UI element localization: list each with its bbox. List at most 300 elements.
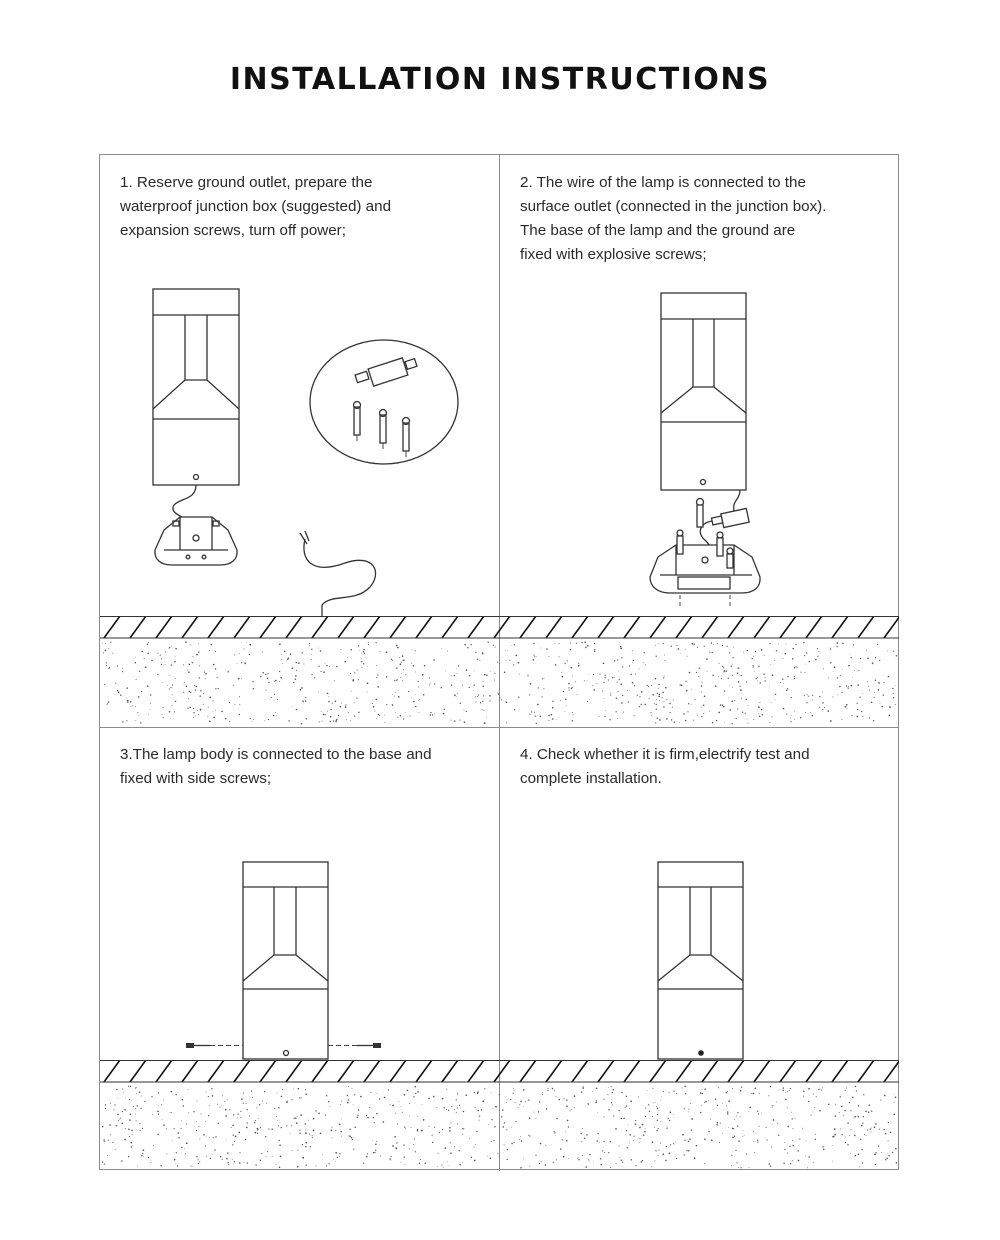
soil-speck — [295, 1117, 297, 1119]
soil-speck — [822, 702, 823, 703]
soil-speck — [413, 1144, 414, 1145]
soil-speck — [193, 717, 194, 718]
soil-speck — [139, 1123, 140, 1124]
soil-speck — [475, 696, 476, 697]
soil-speck — [520, 1101, 522, 1103]
soil-speck — [718, 712, 720, 714]
soil-speck — [199, 677, 200, 678]
soil-speck — [460, 1108, 461, 1109]
soil-speck — [858, 670, 859, 671]
soil-speck — [629, 1134, 631, 1136]
soil-speck — [568, 683, 570, 685]
soil-speck — [727, 646, 728, 647]
soil-speck — [203, 693, 204, 694]
soil-speck — [409, 1116, 410, 1117]
step-3-text: 3.The lamp body is connected to the base and fixed with side screws; — [120, 746, 432, 787]
soil-speck — [459, 1105, 460, 1106]
soil-speck — [853, 644, 854, 645]
soil-speck — [745, 713, 746, 714]
soil-speck — [856, 703, 857, 704]
soil-speck — [239, 714, 240, 715]
soil-speck — [729, 685, 730, 686]
soil-speck — [106, 665, 107, 666]
soil-speck — [292, 706, 293, 707]
soil-speck — [169, 647, 170, 648]
soil-speck — [626, 1130, 627, 1131]
soil-speck — [268, 1128, 269, 1129]
soil-speck — [823, 1149, 825, 1151]
soil-speck — [187, 670, 188, 671]
soil-speck — [188, 1089, 189, 1090]
soil-speck — [145, 666, 147, 668]
soil-speck — [396, 1142, 397, 1143]
soil-speck — [497, 1153, 498, 1154]
soil-speck — [689, 672, 691, 674]
soil-speck — [534, 712, 535, 713]
soil-speck — [895, 704, 896, 705]
soil-speck — [486, 717, 487, 718]
soil-speck — [599, 716, 600, 717]
soil-speck — [872, 662, 874, 664]
soil-speck — [669, 712, 670, 713]
soil-speck — [354, 715, 355, 716]
soil-speck — [623, 1118, 624, 1119]
soil-speck — [881, 1152, 882, 1153]
soil-speck — [748, 705, 749, 706]
soil-speck — [171, 1112, 172, 1113]
soil-speck — [593, 1163, 594, 1164]
soil-speck — [673, 1143, 674, 1144]
soil-speck — [836, 646, 837, 647]
soil-speck — [115, 683, 116, 684]
soil-speck — [275, 680, 277, 682]
soil-speck — [333, 1159, 334, 1160]
soil-speck — [318, 648, 319, 649]
soil-speck — [464, 710, 465, 711]
soil-speck — [680, 684, 681, 685]
soil-speck — [655, 1102, 656, 1103]
soil-speck — [120, 694, 122, 696]
soil-speck — [330, 1130, 332, 1132]
soil-speck — [485, 723, 486, 724]
soil-speck — [660, 1121, 661, 1122]
soil-speck — [735, 718, 736, 719]
soil-speck — [828, 1104, 830, 1106]
soil-speck — [815, 1134, 816, 1135]
soil-speck — [531, 711, 532, 712]
soil-speck — [669, 703, 671, 705]
soil-speck — [429, 685, 430, 686]
soil-speck — [296, 670, 297, 671]
soil-speck — [797, 667, 798, 668]
soil-speck — [473, 690, 474, 691]
soil-speck — [570, 649, 571, 650]
soil-speck — [670, 1111, 672, 1113]
soil-speck — [347, 1095, 349, 1097]
soil-speck — [658, 1155, 659, 1156]
soil-speck — [736, 1162, 737, 1163]
soil-speck — [765, 681, 766, 682]
soil-speck — [257, 1128, 259, 1130]
soil-speck — [543, 688, 544, 689]
soil-speck — [227, 1162, 228, 1163]
soil-speck — [798, 1160, 800, 1162]
soil-speck — [323, 714, 325, 716]
soil-speck — [794, 676, 795, 677]
soil-speck — [804, 655, 805, 656]
soil-speck — [280, 677, 282, 679]
soil-speck — [336, 666, 337, 667]
soil-speck — [275, 1164, 276, 1165]
soil-speck — [621, 1092, 622, 1093]
soil-speck — [571, 1109, 572, 1110]
soil-speck — [635, 673, 636, 674]
soil-speck — [251, 1091, 252, 1092]
soil-speck — [108, 668, 109, 669]
soil-speck — [142, 1128, 143, 1129]
soil-speck — [450, 1122, 451, 1123]
soil-speck — [691, 1129, 692, 1130]
soil-speck — [118, 1098, 119, 1099]
soil-speck — [305, 1130, 306, 1131]
soil-speck — [539, 1163, 540, 1164]
soil-speck — [309, 646, 310, 647]
soil-speck — [466, 711, 467, 712]
soil-speck — [604, 698, 605, 699]
soil-speck — [244, 662, 246, 664]
soil-speck — [340, 706, 341, 707]
soil-speck — [769, 722, 770, 723]
soil-speck — [464, 721, 466, 723]
soil-speck — [294, 1118, 295, 1119]
soil-speck — [358, 712, 359, 713]
soil-speck — [374, 1122, 375, 1123]
soil-speck — [729, 652, 730, 653]
soil-speck — [723, 706, 725, 708]
soil-speck — [588, 1159, 589, 1160]
soil-speck — [697, 715, 698, 716]
soil-speck — [201, 1113, 202, 1114]
lamp-body-drawing — [153, 289, 239, 485]
soil-speck — [305, 1089, 306, 1090]
soil-speck — [661, 1100, 662, 1101]
soil-speck — [822, 692, 823, 693]
soil-speck — [209, 1105, 210, 1106]
soil-speck — [800, 672, 801, 673]
soil-speck — [514, 1142, 515, 1143]
soil-speck — [105, 1104, 106, 1105]
soil-speck — [110, 1134, 111, 1135]
soil-speck — [175, 701, 176, 702]
soil-speck — [623, 712, 624, 713]
soil-speck — [561, 672, 562, 673]
soil-speck — [193, 1111, 194, 1112]
soil-speck — [810, 712, 811, 713]
soil-speck — [400, 1106, 401, 1107]
soil-speck — [746, 699, 747, 700]
soil-speck — [347, 1102, 349, 1104]
soil-speck — [501, 1116, 503, 1118]
soil-speck — [229, 721, 230, 722]
soil-speck — [295, 678, 297, 680]
soil-speck — [117, 1114, 119, 1116]
soil-speck — [832, 1161, 833, 1162]
soil-speck — [451, 685, 452, 686]
soil-speck — [272, 1156, 273, 1157]
soil-speck — [206, 1156, 207, 1157]
soil-speck — [652, 1088, 653, 1089]
soil-speck — [572, 687, 573, 688]
soil-speck — [208, 1115, 209, 1116]
soil-speck — [823, 668, 824, 669]
soil-speck — [150, 1162, 151, 1163]
soil-speck — [188, 671, 190, 673]
soil-speck — [681, 685, 683, 687]
soil-speck — [279, 1167, 281, 1169]
soil-speck — [305, 697, 306, 698]
soil-speck — [397, 647, 399, 649]
soil-speck — [140, 1108, 141, 1109]
soil-speck — [626, 1096, 627, 1097]
soil-speck — [188, 664, 190, 666]
soil-speck — [399, 657, 400, 658]
soil-speck — [895, 1148, 897, 1150]
soil-speck — [503, 1126, 505, 1128]
soil-speck — [854, 1116, 856, 1118]
soil-speck — [667, 1126, 668, 1127]
soil-speck — [282, 1089, 283, 1090]
soil-speck — [658, 684, 660, 686]
soil-speck — [482, 709, 483, 710]
soil-speck — [644, 704, 646, 706]
soil-speck — [686, 690, 688, 692]
soil-speck — [850, 1153, 851, 1154]
soil-speck — [642, 1124, 644, 1126]
soil-speck — [225, 1140, 226, 1141]
soil-speck — [807, 694, 808, 695]
soil-speck — [377, 674, 378, 675]
soil-speck — [855, 1086, 857, 1088]
soil-speck — [327, 692, 329, 694]
soil-speck — [804, 695, 805, 696]
soil-speck — [819, 707, 820, 708]
soil-speck — [738, 1140, 740, 1142]
soil-speck — [855, 1155, 856, 1156]
soil-speck — [789, 1146, 790, 1147]
soil-speck — [388, 1089, 389, 1090]
soil-speck — [363, 649, 365, 651]
soil-speck — [713, 644, 714, 645]
soil-speck — [313, 1130, 315, 1132]
soil-speck — [350, 673, 351, 674]
soil-speck — [457, 1123, 458, 1124]
soil-speck — [642, 1160, 643, 1161]
soil-speck — [722, 666, 723, 667]
soil-speck — [118, 691, 120, 693]
soil-speck — [696, 672, 697, 673]
soil-speck — [808, 696, 809, 697]
soil-speck — [252, 1097, 253, 1098]
soil-speck — [240, 1111, 241, 1112]
soil-speck — [843, 1128, 844, 1129]
soil-speck — [175, 648, 177, 650]
soil-speck — [698, 676, 699, 677]
soil-speck — [322, 721, 323, 722]
soil-speck — [815, 659, 817, 661]
soil-speck — [477, 1093, 478, 1094]
soil-speck — [175, 657, 176, 658]
soil-speck — [803, 642, 804, 643]
soil-speck — [818, 1089, 820, 1091]
soil-speck — [771, 1147, 772, 1148]
soil-speck — [494, 673, 495, 674]
soil-speck — [386, 676, 388, 678]
soil-speck — [148, 714, 149, 715]
soil-speck — [802, 1128, 803, 1129]
soil-speck — [190, 1165, 191, 1166]
soil-speck — [694, 699, 695, 700]
soil-speck — [807, 1167, 808, 1168]
soil-speck — [748, 1112, 749, 1113]
soil-speck — [654, 1127, 655, 1128]
soil-speck — [894, 1094, 895, 1095]
soil-speck — [839, 1112, 840, 1113]
soil-speck — [673, 1114, 674, 1115]
soil-speck — [105, 1108, 106, 1109]
soil-speck — [822, 709, 823, 710]
soil-speck — [729, 698, 730, 699]
soil-speck — [375, 699, 377, 701]
soil-speck — [617, 682, 618, 683]
soil-speck — [778, 1089, 779, 1090]
soil-speck — [331, 1127, 332, 1128]
soil-speck — [617, 659, 618, 660]
soil-speck — [828, 711, 829, 712]
soil-speck — [451, 720, 452, 721]
soil-speck — [621, 702, 623, 704]
soil-speck — [663, 643, 664, 644]
soil-speck — [856, 716, 858, 718]
soil-speck — [210, 644, 211, 645]
soil-speck — [326, 1095, 327, 1096]
soil-speck — [546, 1108, 548, 1110]
soil-speck — [534, 656, 535, 657]
soil-speck — [895, 685, 896, 686]
soil-speck — [656, 699, 657, 700]
soil-speck — [757, 1141, 758, 1142]
soil-speck — [525, 1101, 526, 1102]
soil-speck — [231, 1127, 232, 1128]
soil-speck — [266, 1103, 267, 1104]
soil-speck — [325, 714, 326, 715]
soil-speck — [363, 1163, 364, 1164]
soil-speck — [212, 1153, 213, 1154]
soil-speck — [855, 1156, 856, 1157]
soil-speck — [491, 1141, 492, 1142]
soil-speck — [627, 690, 628, 691]
soil-speck — [409, 715, 410, 716]
soil-speck — [404, 1127, 405, 1128]
soil-speck — [467, 647, 468, 648]
soil-speck — [630, 674, 631, 675]
soil-speck — [232, 1159, 233, 1160]
ground-section-top — [100, 616, 899, 727]
soil-speck — [786, 690, 788, 692]
soil-speck — [655, 678, 656, 679]
soil-speck — [715, 1099, 716, 1100]
soil-speck — [592, 1091, 593, 1092]
soil-speck — [117, 690, 119, 692]
soil-speck — [136, 1105, 137, 1106]
soil-speck — [106, 704, 107, 705]
grid-row-divider — [100, 727, 899, 728]
soil-speck — [176, 1094, 177, 1095]
soil-speck — [684, 1108, 685, 1109]
soil-speck — [212, 701, 213, 702]
soil-speck — [655, 645, 656, 646]
soil-speck — [237, 1118, 238, 1119]
soil-speck — [244, 1162, 245, 1163]
soil-speck — [384, 722, 385, 723]
soil-speck — [301, 687, 303, 689]
soil-speck — [548, 656, 549, 657]
soil-speck — [584, 641, 586, 643]
soil-speck — [649, 1111, 650, 1112]
soil-speck — [368, 644, 369, 645]
soil-speck — [671, 646, 672, 647]
soil-speck — [489, 700, 490, 701]
soil-speck — [796, 666, 797, 667]
soil-speck — [533, 643, 534, 644]
soil-speck — [151, 660, 153, 662]
soil-speck — [373, 1152, 375, 1154]
soil-speck — [295, 675, 297, 677]
soil-speck — [328, 701, 330, 703]
soil-speck — [433, 1096, 435, 1098]
soil-speck — [608, 1109, 609, 1110]
soil-speck — [353, 1149, 354, 1150]
soil-speck — [367, 682, 369, 684]
soil-speck — [469, 687, 470, 688]
soil-speck — [161, 1104, 162, 1105]
soil-speck — [740, 689, 742, 691]
soil-speck — [337, 1157, 338, 1158]
soil-speck — [318, 692, 319, 693]
soil-speck — [457, 673, 458, 674]
soil-speck — [369, 1107, 370, 1108]
soil-speck — [529, 1166, 530, 1167]
step-2-text: 2. The wire of the lamp is connected to the surface outlet (connected in the junction box). The base of the lamp and the ground are fixed with explosive screws; — [520, 174, 827, 263]
soil-speck — [150, 709, 151, 710]
soil-speck — [339, 1123, 341, 1125]
soil-speck — [421, 1129, 423, 1131]
soil-speck — [332, 1137, 333, 1138]
soil-speck — [622, 695, 623, 696]
soil-speck — [153, 1145, 154, 1146]
soil-speck — [454, 675, 456, 677]
soil-speck — [589, 1154, 590, 1155]
soil-speck — [847, 708, 848, 709]
soil-speck — [174, 661, 176, 663]
soil-speck — [515, 1121, 516, 1122]
soil-speck — [120, 1118, 121, 1119]
soil-speck — [737, 1112, 738, 1113]
soil-speck — [345, 706, 347, 708]
soil-speck — [432, 1135, 433, 1136]
soil-speck — [707, 1134, 708, 1135]
soil-speck — [486, 674, 488, 676]
soil-speck — [542, 1092, 543, 1093]
